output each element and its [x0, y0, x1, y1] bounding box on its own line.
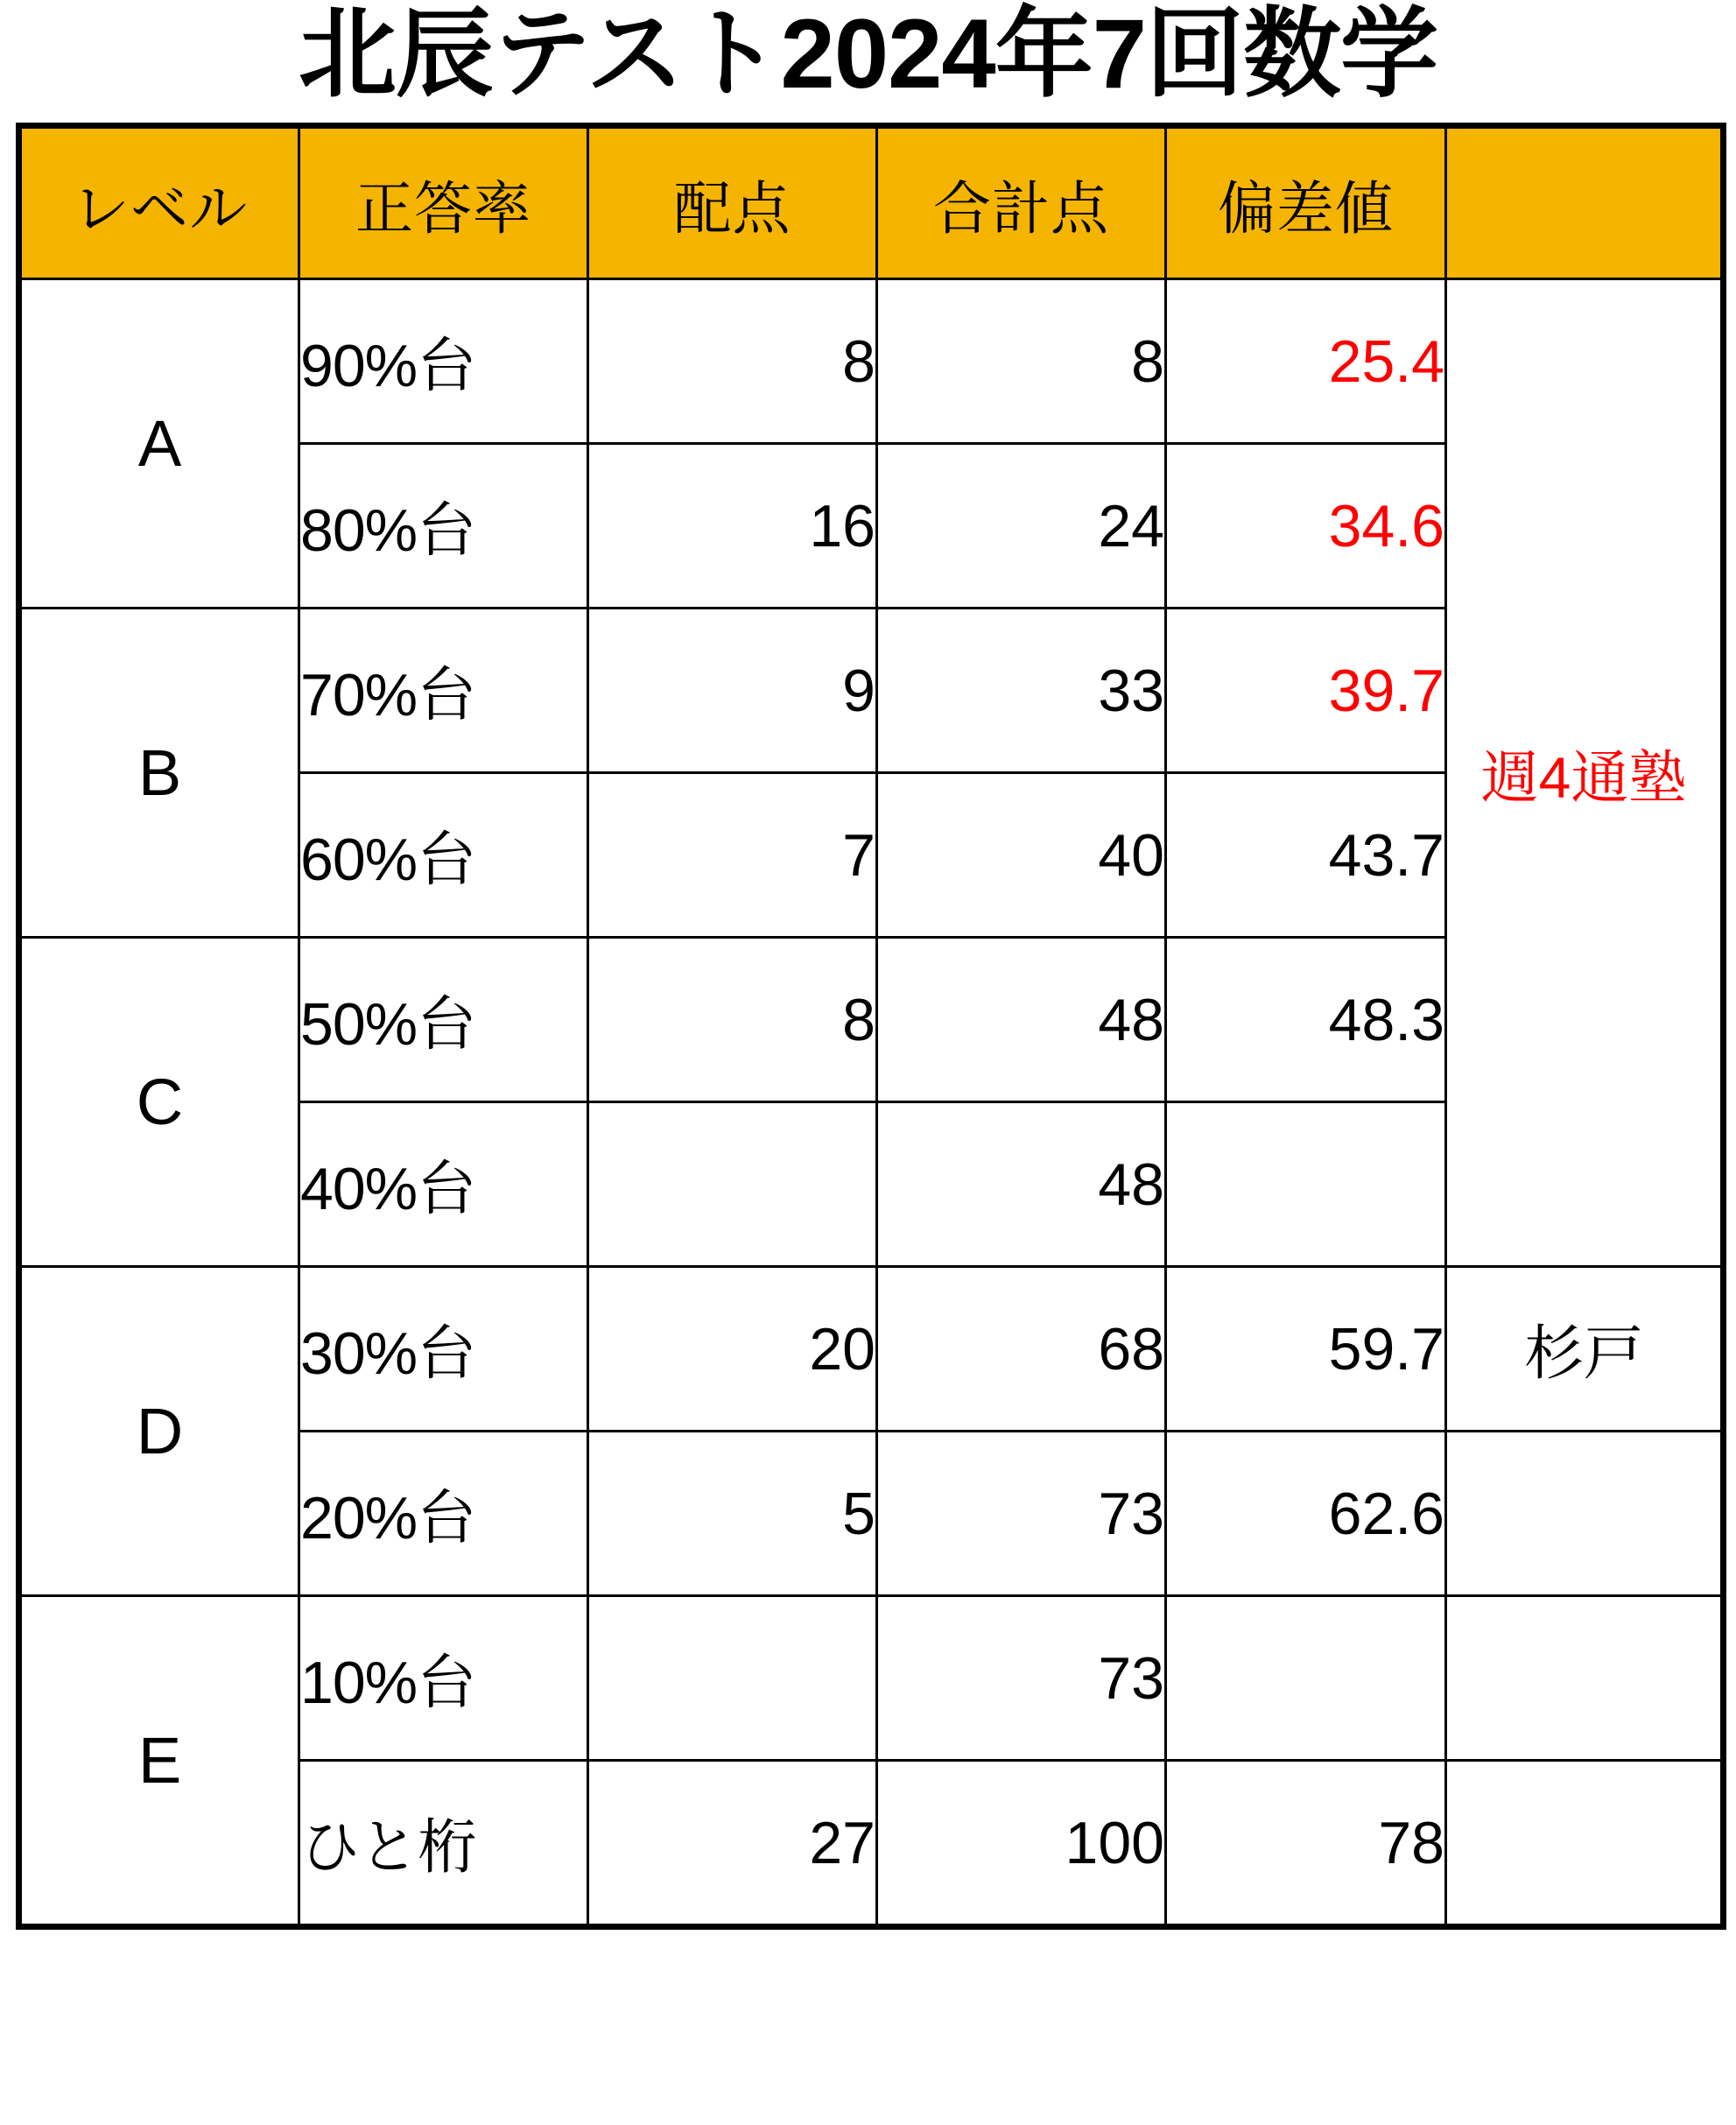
total-cell: 24	[877, 444, 1166, 609]
table-row	[19, 1267, 1724, 1432]
total-cell: 40	[877, 773, 1166, 938]
page-title: 北辰テスト2024年7回数学	[299, 0, 1437, 109]
header-deviation: 偏差値	[1166, 126, 1446, 279]
header-total: 合計点	[877, 126, 1166, 279]
total-cell: 100	[877, 1761, 1166, 1927]
level-cell-a: A	[19, 279, 299, 609]
deviation-cell: 78	[1166, 1761, 1446, 1927]
deviation-cell: 39.7	[1166, 609, 1446, 773]
total-cell: 8	[877, 279, 1166, 444]
points-cell: 7	[588, 773, 877, 938]
rate-cell: 10%台	[299, 1596, 588, 1761]
points-cell: 16	[588, 444, 877, 609]
points-cell: 27	[588, 1761, 877, 1927]
note-cell-empty	[1446, 1761, 1724, 1927]
table-body	[19, 279, 1724, 1927]
deviation-cell	[1166, 1596, 1446, 1761]
points-cell	[588, 1596, 877, 1761]
deviation-cell: 59.7	[1166, 1267, 1446, 1432]
total-cell: 48	[877, 1102, 1166, 1267]
deviation-cell: 34.6	[1166, 444, 1446, 609]
points-cell: 8	[588, 279, 877, 444]
total-cell: 33	[877, 609, 1166, 773]
points-cell: 5	[588, 1432, 877, 1596]
rate-cell: 60%台	[299, 773, 588, 938]
deviation-cell: 48.3	[1166, 938, 1446, 1102]
total-cell: 48	[877, 938, 1166, 1102]
header-row	[19, 126, 1724, 279]
level-cell-e: E	[19, 1596, 299, 1927]
level-cell-b: B	[19, 609, 299, 938]
deviation-cell: 62.6	[1166, 1432, 1446, 1596]
rate-cell: 30%台	[299, 1267, 588, 1432]
table-row	[19, 1596, 1724, 1761]
total-cell: 73	[877, 1432, 1166, 1596]
note-cell-empty	[1446, 1432, 1724, 1596]
total-cell: 68	[877, 1267, 1166, 1432]
points-cell	[588, 1102, 877, 1267]
header-note	[1446, 126, 1724, 279]
header-points: 配点	[588, 126, 877, 279]
header-level: レベル	[19, 126, 299, 279]
table-header	[19, 126, 1724, 279]
points-cell: 20	[588, 1267, 877, 1432]
rate-cell: 90%台	[299, 279, 588, 444]
note-cell-sugito: 杉戸	[1446, 1267, 1724, 1432]
header-correct-rate: 正答率	[299, 126, 588, 279]
rate-cell: 40%台	[299, 1102, 588, 1267]
rate-cell: 80%台	[299, 444, 588, 609]
grade-table	[16, 123, 1726, 1930]
total-cell: 73	[877, 1596, 1166, 1761]
note-cell-empty	[1446, 1596, 1724, 1761]
table-row	[19, 279, 1724, 444]
deviation-cell: 25.4	[1166, 279, 1446, 444]
points-cell: 8	[588, 938, 877, 1102]
rate-cell: ひと桁	[299, 1761, 588, 1927]
deviation-cell: 43.7	[1166, 773, 1446, 938]
points-cell: 9	[588, 609, 877, 773]
rate-cell: 50%台	[299, 938, 588, 1102]
rate-cell: 70%台	[299, 609, 588, 773]
note-cell-juku: 週4通塾	[1446, 279, 1724, 1267]
level-cell-c: C	[19, 938, 299, 1267]
deviation-cell	[1166, 1102, 1446, 1267]
level-cell-d: D	[19, 1267, 299, 1596]
rate-cell: 20%台	[299, 1432, 588, 1596]
